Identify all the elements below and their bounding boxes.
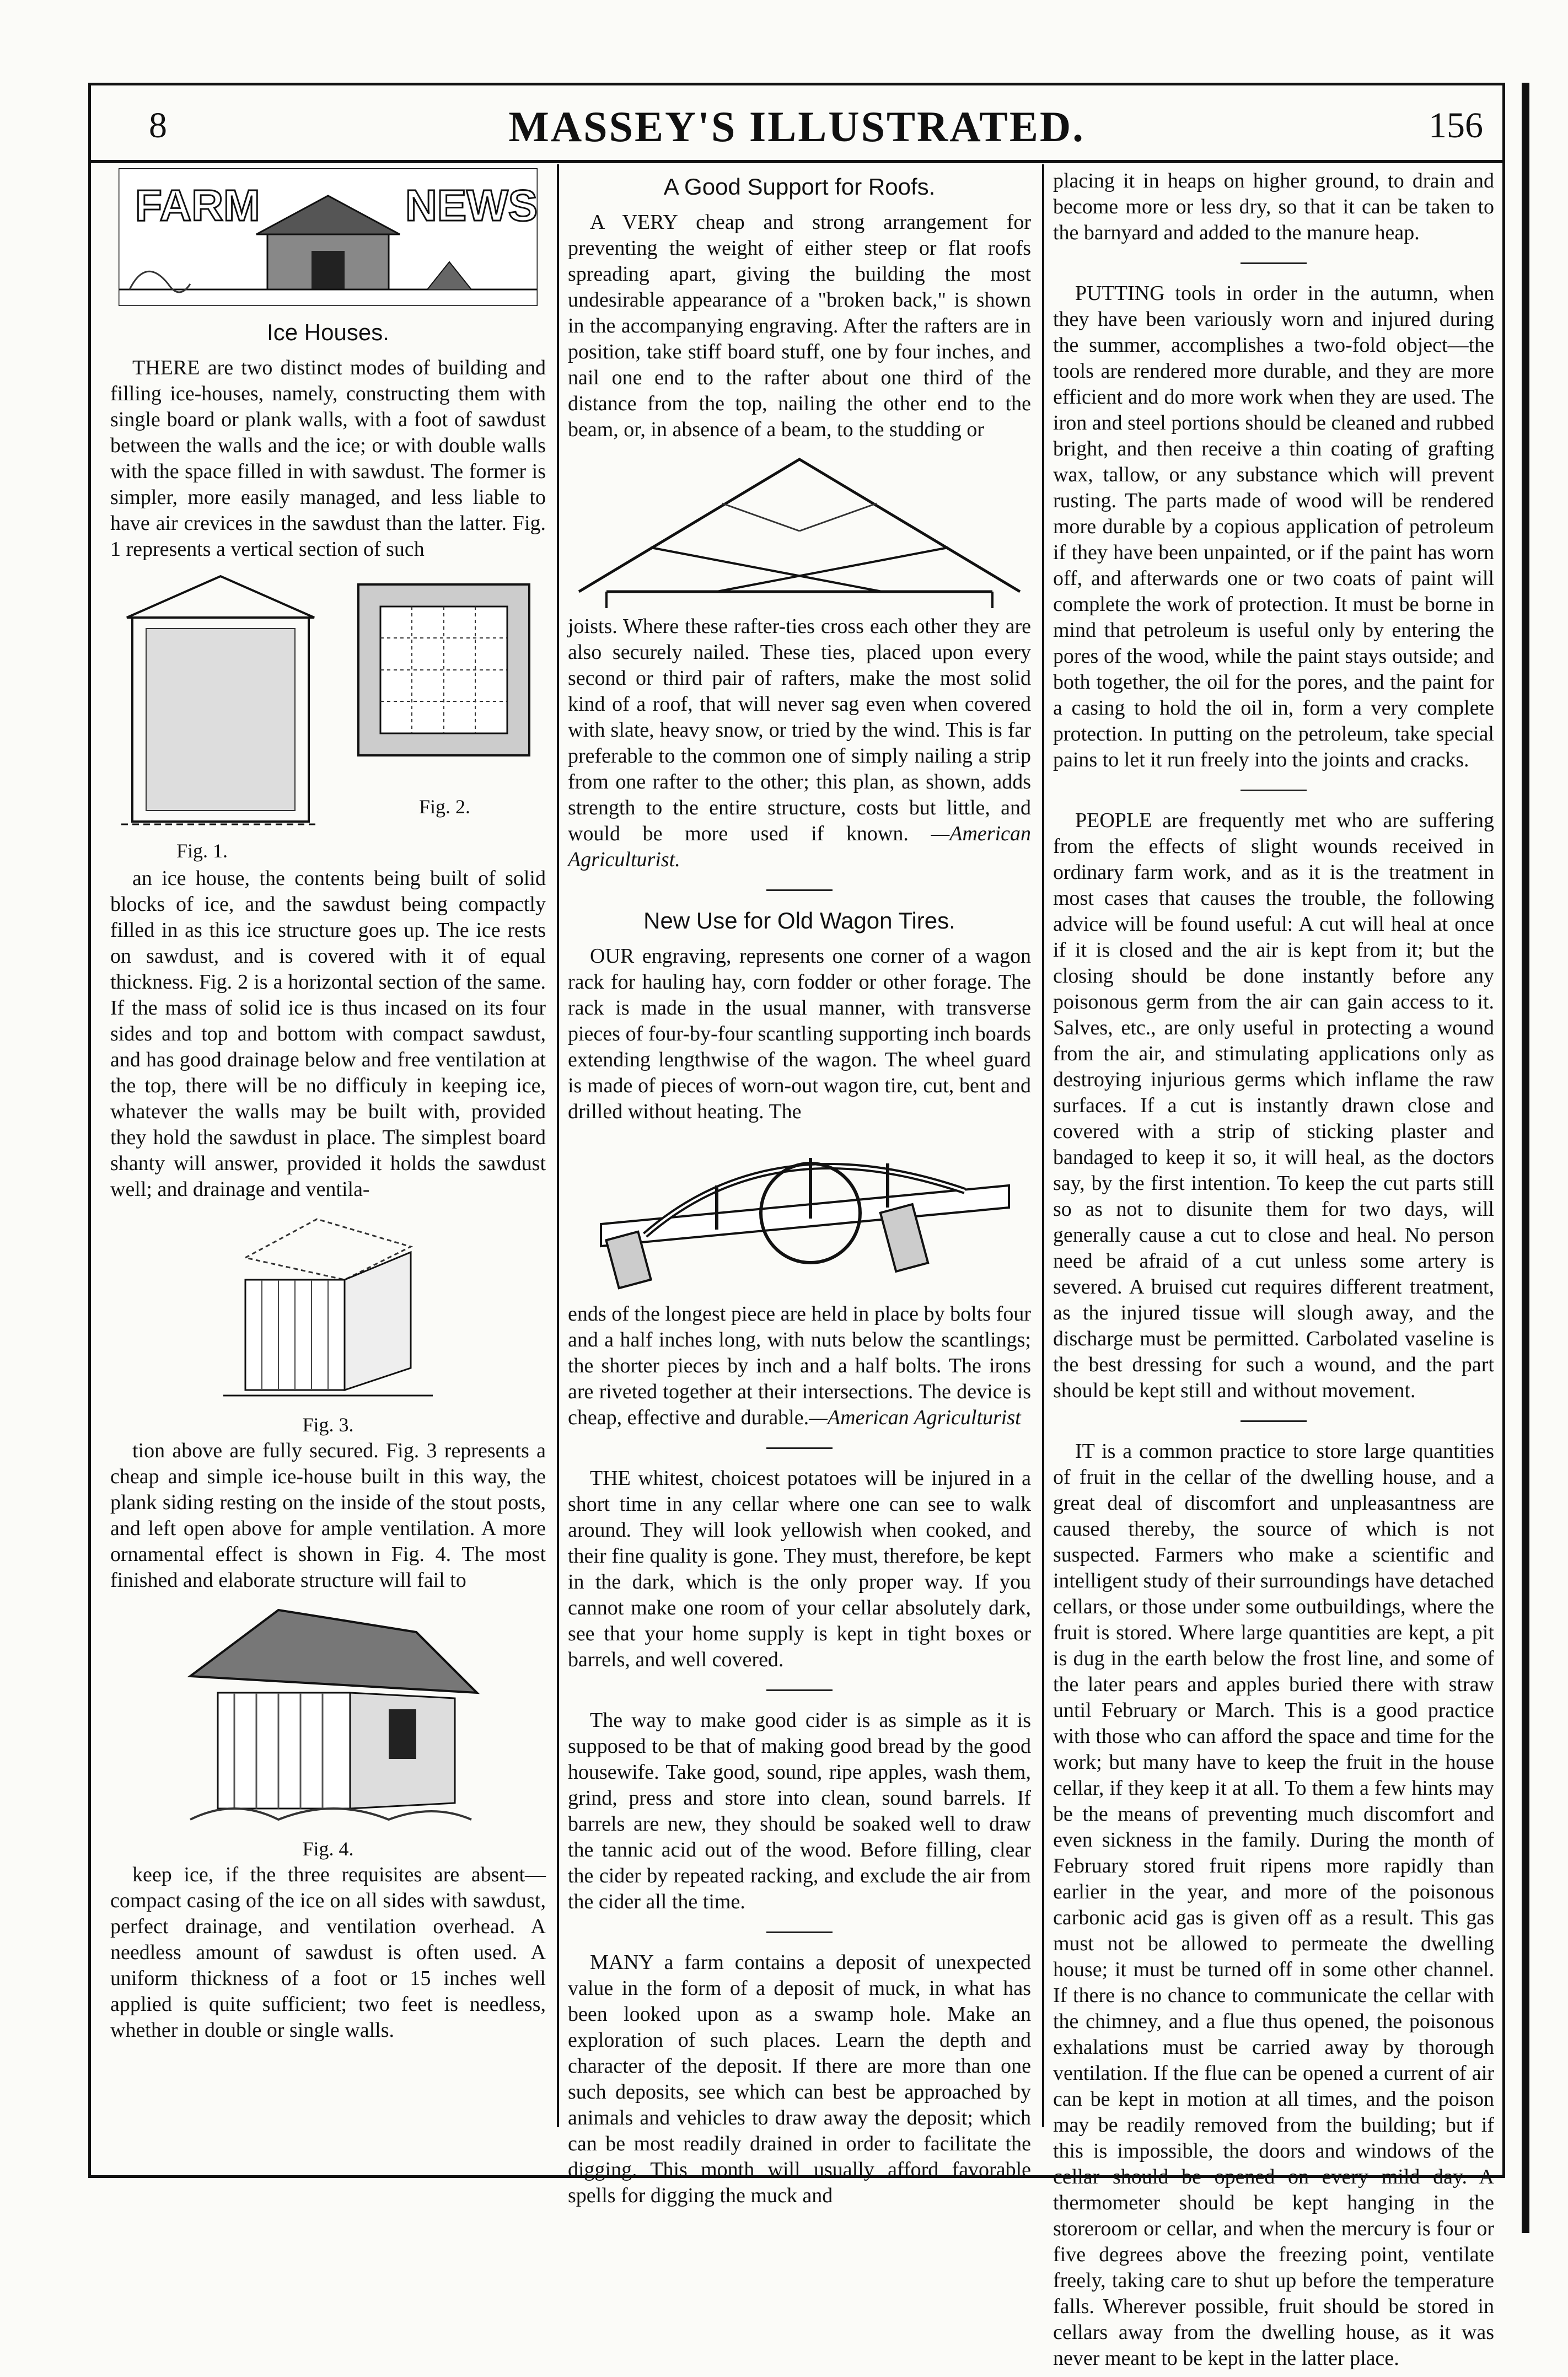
- publication-title: MASSEY'S ILLUSTRATED.: [508, 103, 1085, 151]
- ice-houses-paragraph-2: an ice house, the contents being built of solid blocks of ice, and the sawdust being compactly filled in as this ice structure goes up. The ice rests on sawdust, and is covered with it of equal thickness. Fig. 2 is a horizontal section of the same. If the mass of solid ice is thus incased on its four sides and top and bottom with compact sawdust, and has good drainage below and free ventilation at the top, there will be no difficuly in keeping ice, whatever the walls may be built with, provided they hold the sawdust in place. The simplest board shanty will answer, provided it holds the sawdust well; and drainage and ventila-: [110, 867, 546, 1201]
- farm-news-banner: [119, 168, 538, 306]
- roofs-paragraph-2-text: joists. Where these rafter-ties cross each other they are also securely nailed. These ties, placed upon every second or third pair of rafters, make the most solid kind of a roof, that will never sag even when covered with slate, heavy snow, or tried by the wind. This is far preferable to the common one of simply nailing a strip from one rafter to the other; this plan, as shown, adds strength to the entire structure, costs but little, and would be more used if known.: [568, 615, 1031, 845]
- wagon-source: —American Agriculturist: [809, 1406, 1021, 1429]
- ice-houses-paragraph-3: tion above are fully secured. Fig. 3 represents a cheap and simple ice-house built in this way, the plank siding resting on the inside of the stout posts, and left open above for ample ventilation. A more ornamental effect is shown in Fig. 4. The most finished and elaborate structure will fail to: [110, 1439, 546, 1592]
- fig-4-ornamental-ice-house: [157, 1599, 499, 1831]
- column-3: [1053, 168, 1494, 2377]
- fig-1-vertical-section: [121, 573, 320, 833]
- heading-good-support-for-roofs: A Good Support for Roofs.: [663, 174, 936, 200]
- fig-2-caption: Fig. 2.: [419, 796, 471, 818]
- issue-number: 156: [1429, 105, 1483, 146]
- wagon-rack-diagram: [579, 1130, 1020, 1296]
- fig-4-caption: Fig. 4.: [302, 1838, 354, 1860]
- heading-new-use-for-old-wagon-tires: New Use for Old Wagon Tires.: [643, 908, 955, 933]
- page-number: 8: [149, 105, 167, 146]
- page-header: [88, 96, 1505, 168]
- column-rule-2: [1042, 164, 1044, 2127]
- header-rule: [91, 160, 1502, 163]
- banner-word-farm: FARM: [135, 181, 260, 230]
- separator: [1241, 1420, 1307, 1422]
- column-2: [568, 168, 1031, 2214]
- fruit-cellar-paragraph: IT is a common practice to store large quantities of fruit in the cellar of the dwelling house, and a great deal of discomfort and unpleasantness are caused thereby, the source of which is not suspected. Farmers who make a scientific and intelligent study of their surroundings have detached cellars, or those under some outbuildings, where the fruit is stored. Where large quantities are kept, a pit is dug in the earth below the frost line, and some of the later pears and apples buried there with straw until February or March. This is a good practice with those who can afford the space and time for the work; but many have to keep the fruit in the house cellar, if they keep it at all. To them a few hints may be the means of preventing much discomfort and even sickness in the family. During the month of February stored fruit ripens more rapidly than earlier in the year, and more of the poisonous carbonic acid gas is given off as a result. This gas must not be allowed to permeate the dwelling house; it must be turned off in some other channel. If there is no chance to communicate the cellar with the chimney, and a flue thus opened, the poisonous exhalations must be carried away by thorough ventilation. If the flue can be opened a current of air can be kept in motion at all times, and the poison may be readily removed from the building; but if this is impossible, the doors and windows of the cellar should be opened on every mild day. A thermometer should be kept hanging in the storeroom or cellar, and when the mercury is four or five degrees above the freezing point, ventilate freely, taking care to shut up before the temperature falls. Wherever possible, fruit should be stored in cellars away from the dwelling house, as it was never meant to be kept in the latter place.: [1053, 1440, 1494, 2370]
- ice-houses-paragraph-4: keep ice, if the three requisites are absent—compact casing of the ice on all sides with sawdust, perfect drainage, and ventilation overhead. A needless amount of sawdust is often used. A uniform thickness of a foot or 15 inches well applied is quite sufficient; two feet is needless, whether in double or single walls.: [110, 1863, 546, 2042]
- wounds-paragraph: PEOPLE are frequently met who are suffering from the effects of slight wounds received in ordinary farm work, and as it is the treatment in most cases that causes the trouble, the following advice will be found useful: A cut will heal at once if it is closed and the air is kept from it; but the closing should be done instantly before any poisonous germ from the air can gain access to it. Salves, etc., are only useful in protecting a wound from the air, and stimulating applications only as destroying injurious germs which inflame the raw surfaces. If a cut is instantly drawn close and covered with a strip of sticking plaster and bandaged to keep it so, it will heal, as the doctors say, by the first intention. To keep the cut parts still so as not to disunite them for two days, will generally cause a cut to close and heal. No person need be afraid of a cut unless some artery is severed. A bruised cut requires different treatment, as the injured tissue will slough away, and the discharge must be permitted. Carbolated vaseline is the best dressing for such a wound, and the part should be kept still and without movement.: [1053, 809, 1494, 1402]
- roof-rafter-ties-diagram: [573, 448, 1025, 608]
- cider-paragraph: The way to make good cider is as simple as it is supposed to be that of making good bread by the good housewife. Take good, sound, ripe apples, wash them, grind, press and store into clean, sound barrels. If barrels are new, they should be soaked well to draw the tannic acid out of the wood. Before filling, clear the cider by repeated racking, and exclude the air from the cider all the time.: [568, 1709, 1031, 1913]
- column-rule-1: [557, 164, 559, 2127]
- banner-word-news: NEWS: [405, 181, 538, 230]
- fig-3-caption: Fig. 3.: [302, 1414, 354, 1436]
- column-1: [110, 168, 546, 2049]
- heading-ice-houses: Ice Houses.: [267, 319, 389, 345]
- separator: [1241, 790, 1307, 791]
- roofs-paragraph-1: A VERY cheap and strong arrangement for preventing the weight of either steep or flat roofs spreading apart, giving the building the most undesirable appearance of a "broken back," is shown in the accompanying engraving. After the rafters are in position, take stiff board stuff, one by four inches, and nail one end to the rafter about one third of the distance from the top, nailing the other end to the beam, or, in absence of a beam, to the studding or: [568, 211, 1031, 441]
- separator: [766, 1689, 833, 1691]
- fig-1-caption: Fig. 1.: [176, 840, 228, 862]
- wagon-paragraph-1: OUR engraving, represents one corner of a wagon rack for hauling hay, corn fodder or other forage. The rack is made in the usual manner, with transverse pieces of four-by-four scantling supporting inch boards extending lengthwise of the wagon. The wheel guard is made of pieces of worn-out wagon tire, cut, bent and drilled without heating. The: [568, 945, 1031, 1123]
- separator: [766, 889, 833, 891]
- potatoes-paragraph: THE whitest, choicest potatoes will be injured in a short time in any cellar where one can see to walk around. They will look yellowish when cooked, and their fine quality is gone. They must, therefore, be kept in the dark, which is the only proper way. If you cannot make one room of your cellar absolutely dark, see that your home supply is kept in tight boxes or barrels, and well covered.: [568, 1467, 1031, 1671]
- roofs-source: —American Agriculturist.: [568, 822, 1031, 871]
- fig-3-simple-ice-house: [223, 1208, 433, 1407]
- figures-1-2: [110, 568, 546, 866]
- ice-houses-paragraph-1: THERE are two distinct modes of building and filling ice-houses, namely, constructing them with single board or plank walls, with a foot of sawdust between the walls and the ice; or with double walls with the space filled in with sawdust. The former is simpler, more easily managed, and less liable to have air crevices in the sawdust than the latter. Fig. 1 represents a vertical section of such: [110, 356, 546, 561]
- muck-paragraph-continued: placing it in heaps on higher ground, to drain and become more or less dry, so that it can be taken to the barnyard and added to the manure heap.: [1053, 169, 1494, 244]
- roofs-paragraph-2: [568, 614, 1031, 873]
- fig-2-horizontal-section: [353, 579, 535, 761]
- binding-edge: [1522, 83, 1529, 2233]
- wagon-paragraph-2-text: ends of the longest piece are held in place by bolts four and a half inches long, with nuts below the scantlings; the shorter pieces by inch and a half bolts. The irons are riveted together at their intersections. The device is cheap, effective and durable.: [568, 1302, 1031, 1429]
- wagon-paragraph-2: [568, 1301, 1031, 1431]
- separator: [766, 1931, 833, 1933]
- separator: [1241, 262, 1307, 264]
- muck-paragraph: MANY a farm contains a deposit of unexpected value in the form of a deposit of muck, in what has been looked upon as a swamp hole. Make an exploration of such places. Learn the depth and character of the deposit. If there are more than one such deposits, see which can best be approached by animals and vehicles to draw away the deposit; which can be most readily drained in order to facilitate the digging. This month will usually afford favorable spells for digging the muck and: [568, 1951, 1031, 2207]
- tools-paragraph: PUTTING tools in order in the autumn, when they have been variously worn and injured during the summer, accomplishes a two-fold object—the tools are rendered more durable, and they are more efficient and do more work when they are used. The iron and steel portions should be cleaned and rubbed bright, and then receive a thin coating of grafting wax, tallow, or any substance which will prevent rusting. The parts made of wood will be rendered more durable by a copious application of petroleum if they have been unpainted, or if the paint has worn off, and afterwards one or two coats of paint will complete the work of protection. It must be borne in mind that petroleum is useful only by entering the pores of the wood, while the paint stays outside; and both together, the oil for the pores, and the paint for a casing to hold the oil in, form a very complete protection. In putting on the petroleum, take special pains to let it run freely into the joints and cracks.: [1053, 282, 1494, 771]
- separator: [766, 1447, 833, 1449]
